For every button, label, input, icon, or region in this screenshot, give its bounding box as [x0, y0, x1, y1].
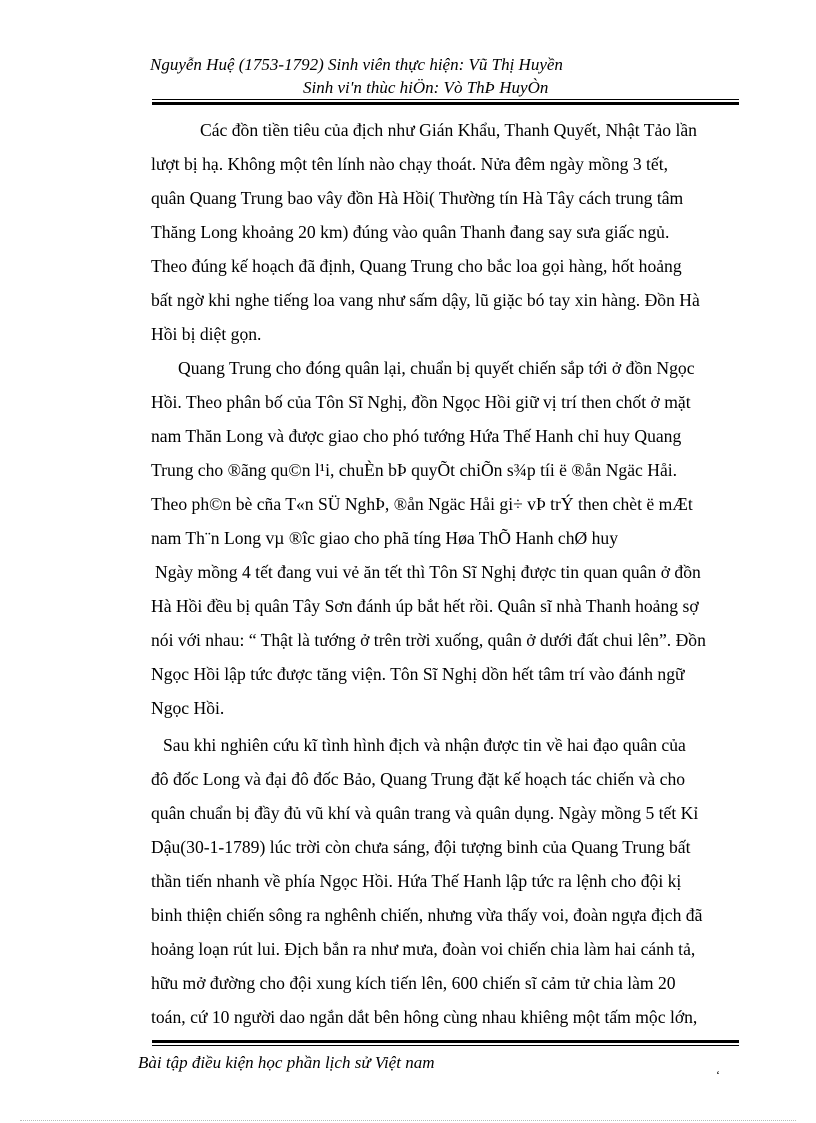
body-line: nam Th¨n Long vµ ®îc giao cho phã tíng Høa ThÕ Hanh chØ huy — [151, 528, 619, 548]
body-line: binh thiện chiến sông ra nghênh chiến, nhưng vừa thấy voi, đoàn ngựa địch đã — [151, 905, 703, 925]
page-mark: ‘ — [716, 1068, 720, 1082]
body-line: đô đốc Long và đại đô đốc Bảo, Quang Trung đặt kế hoạch tác chiến và cho — [151, 769, 686, 789]
body-line: hoảng loạn rút lui. Địch bắn ra như mưa, đoàn voi chiến chia làm hai cánh tả, — [151, 939, 696, 959]
body-line: Ngọc Hồi. — [151, 698, 225, 718]
footer-text: Bài tập điều kiện học phần lịch sử Việt nam — [138, 1053, 435, 1072]
body-line: Ngọc Hồi lập tức được tăng viện. Tôn Sĩ Nghị dồn hết tâm trí vào đánh ngữ — [151, 664, 685, 684]
body-line: Các đồn tiền tiêu của địch như Gián Khẩu, Thanh Quyết, Nhật Tảo lần — [200, 120, 697, 140]
body-line: toán, cứ 10 người dao ngắn dắt bên hông cùng nhau khiêng một tấm mộc lớn, — [151, 1007, 698, 1027]
body-line: Thăng Long khoảng 20 km) đúng vào quân Thanh đang say sưa giấc ngủ. — [151, 222, 670, 242]
body-line: quân chuẩn bị đầy đủ vũ khí và quân trang và quân dụng. Ngày mồng 5 tết Kỉ — [151, 803, 699, 823]
body-line: quân Quang Trung bao vây đồn Hà Hồi( Thường tín Hà Tây cách trung tâm — [151, 188, 684, 208]
body-line: hữu mở đường cho đội xung kích tiến lên, 600 chiến sĩ cảm tử chia làm 20 — [151, 973, 676, 993]
body-line: Hồi bị diệt gọn. — [151, 324, 262, 344]
body-line: bất ngờ khi nghe tiếng loa vang như sấm dậy, lũ giặc bó tay xin hàng. Đồn Hà — [151, 290, 700, 310]
body-line: Trung cho ®ãng qu©n l¹i, chuÈn bÞ quyÕt chiÕn s¾p tíi ë ®ån Ngäc Håi. — [151, 460, 678, 480]
body-line: Hồi. Theo phân bố của Tôn Sĩ Nghị, đồn Ngọc Hồi giữ vị trí then chốt ở mặt — [151, 392, 691, 412]
body-line: Theo ph©n bè cña T«n SÜ NghÞ, ®ån Ngäc Håi gi÷ vÞ trÝ then chèt ë mÆt — [151, 494, 693, 514]
body-line: Quang Trung cho đóng quân lại, chuẩn bị quyết chiến sắp tới ở đồn Ngọc — [178, 358, 695, 378]
body-line: nam Thăn Long và được giao cho phó tướng Hứa Thế Hanh chỉ huy Quang — [151, 426, 682, 446]
body-line: Hà Hồi đều bị quân Tây Sơn đánh úp bắt hết rồi. Quân sĩ nhà Thanh hoảng sợ — [151, 596, 699, 616]
body-line: Ngày mồng 4 tết đang vui vẻ ăn tết thì Tôn Sĩ Nghị được tin quan quân ở đồn — [155, 562, 701, 582]
body-line: lượt bị hạ. Không một tên lính nào chạy thoát. Nửa đêm ngày mồng 3 tết, — [151, 154, 668, 174]
body-line: nói với nhau: “ Thật là tướng ở trên trời xuống, quân ở dưới đất chui lên”. Đồn — [151, 630, 706, 650]
body-line: Dậu(30-1-1789) lúc trời còn chưa sáng, đội tượng binh của Quang Trung bất — [151, 837, 691, 857]
page-bottom-dotted-rule — [20, 1120, 796, 1121]
header-rule-thick — [152, 102, 739, 105]
footer-rule-thick — [152, 1040, 739, 1043]
header-line-2: Sinh vi'n thùc hiÖn: Vò ThÞ HuyÒn — [303, 78, 549, 97]
body-line: thần tiến nhanh về phía Ngọc Hồi. Hứa Thế Hanh lập tức ra lệnh cho đội kị — [151, 871, 682, 891]
header-rule-thin — [152, 99, 739, 100]
body-line: Sau khi nghiên cứu kĩ tình hình địch và nhận được tin về hai đạo quân của — [163, 735, 686, 755]
header-line-1: Nguyễn Huệ (1753-1792) Sinh viên thực hiện: Vũ Thị Huyền — [150, 55, 563, 74]
footer-rule-thin — [152, 1045, 739, 1046]
body-line: Theo đúng kế hoạch đã định, Quang Trung cho bắc loa gọi hàng, hốt hoảng — [151, 256, 682, 276]
